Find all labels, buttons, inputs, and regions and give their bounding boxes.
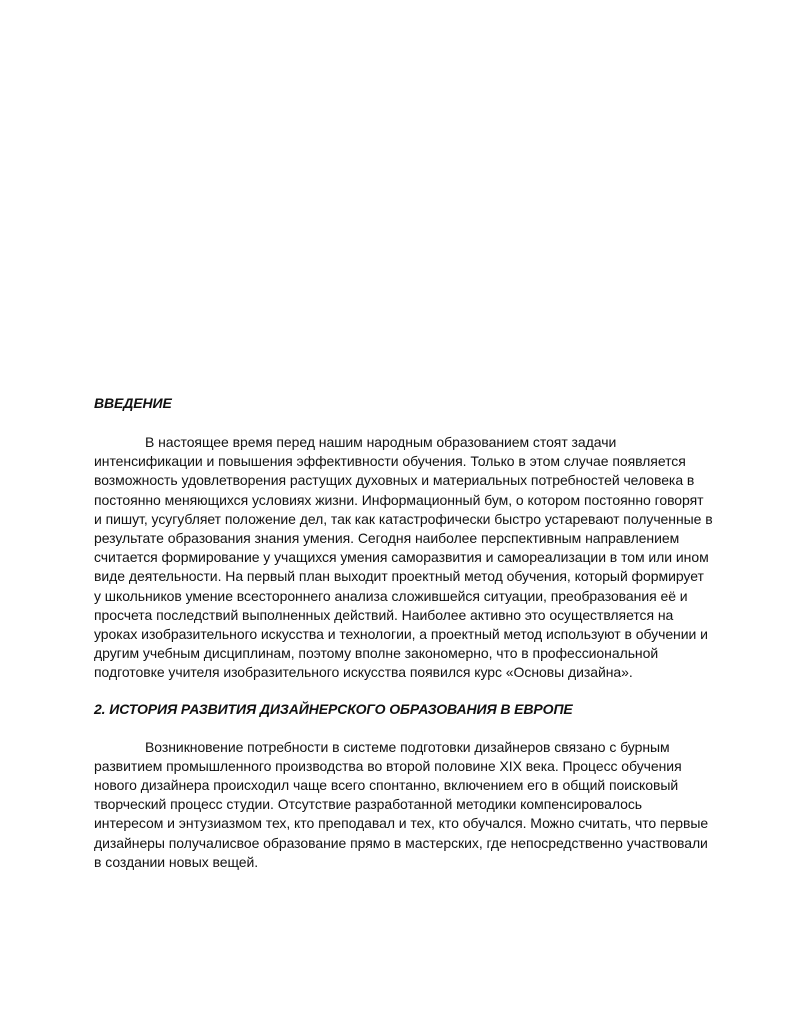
introduction-paragraph: В настоящее время перед нашим народным образованием стоят задачи интенсификации и повышения эффективности обучения. Только в этом случае появляется возможность удовлетворения растущих духовных и материальных потребностей человека в постоянно меняющихся условиях жизни. Информационный бум, о котором постоянно говорят и пишут, усугубляет положение дел, так как катастрофически быстро устаревают полученные в результате образования знания умения. Сегодня наиболее перспективным направлением считается формирование у учащихся умения саморазвития и самореализации в том или ином виде деятельности. На первый план выходит проектный метод обучения, который формирует у школьников умение всестороннего анализа сложившейся ситуации, преобразования её и просчета последствий выполненных действий. Наиболее активно это осуществляется на уроках изобразительного искусства и технологии, а проектный метод используют в обучении и другим учебным дисциплинам, поэтому вполне закономерно, что в профессиональной подготовке учителя изобразительного искусства появился курс «Основы дизайна». — [94, 434, 713, 681]
document-body — [94, 394, 714, 872]
spacer — [94, 413, 714, 433]
section-heading-introduction: ВВЕДЕНИЕ — [94, 395, 172, 411]
history-paragraph: Возникновение потребности в системе подготовки дизайнеров связано с бурным развитием промышленного производства во второй половине XIX века. Процесс обучения нового дизайнера происходил чаще всего спонтанно, включением его в общий поисковый творческий процесс студии. Отсутствие разработанной методики компенсировалось интересом и энтузиазмом тех, кто преподавал и тех, кто обучался. Можно считать, что первые дизайнеры получалисвое образование прямо в мастерских, где непосредственно участвовали в создании новых вещей. — [94, 738, 709, 870]
section-heading-history: 2. ИСТОРИЯ РАЗВИТИЯ ДИЗАЙНЕРСКОГО ОБРАЗОВАНИЯ В ЕВРОПЕ — [94, 700, 573, 717]
spacer — [94, 683, 714, 700]
spacer — [94, 719, 714, 738]
